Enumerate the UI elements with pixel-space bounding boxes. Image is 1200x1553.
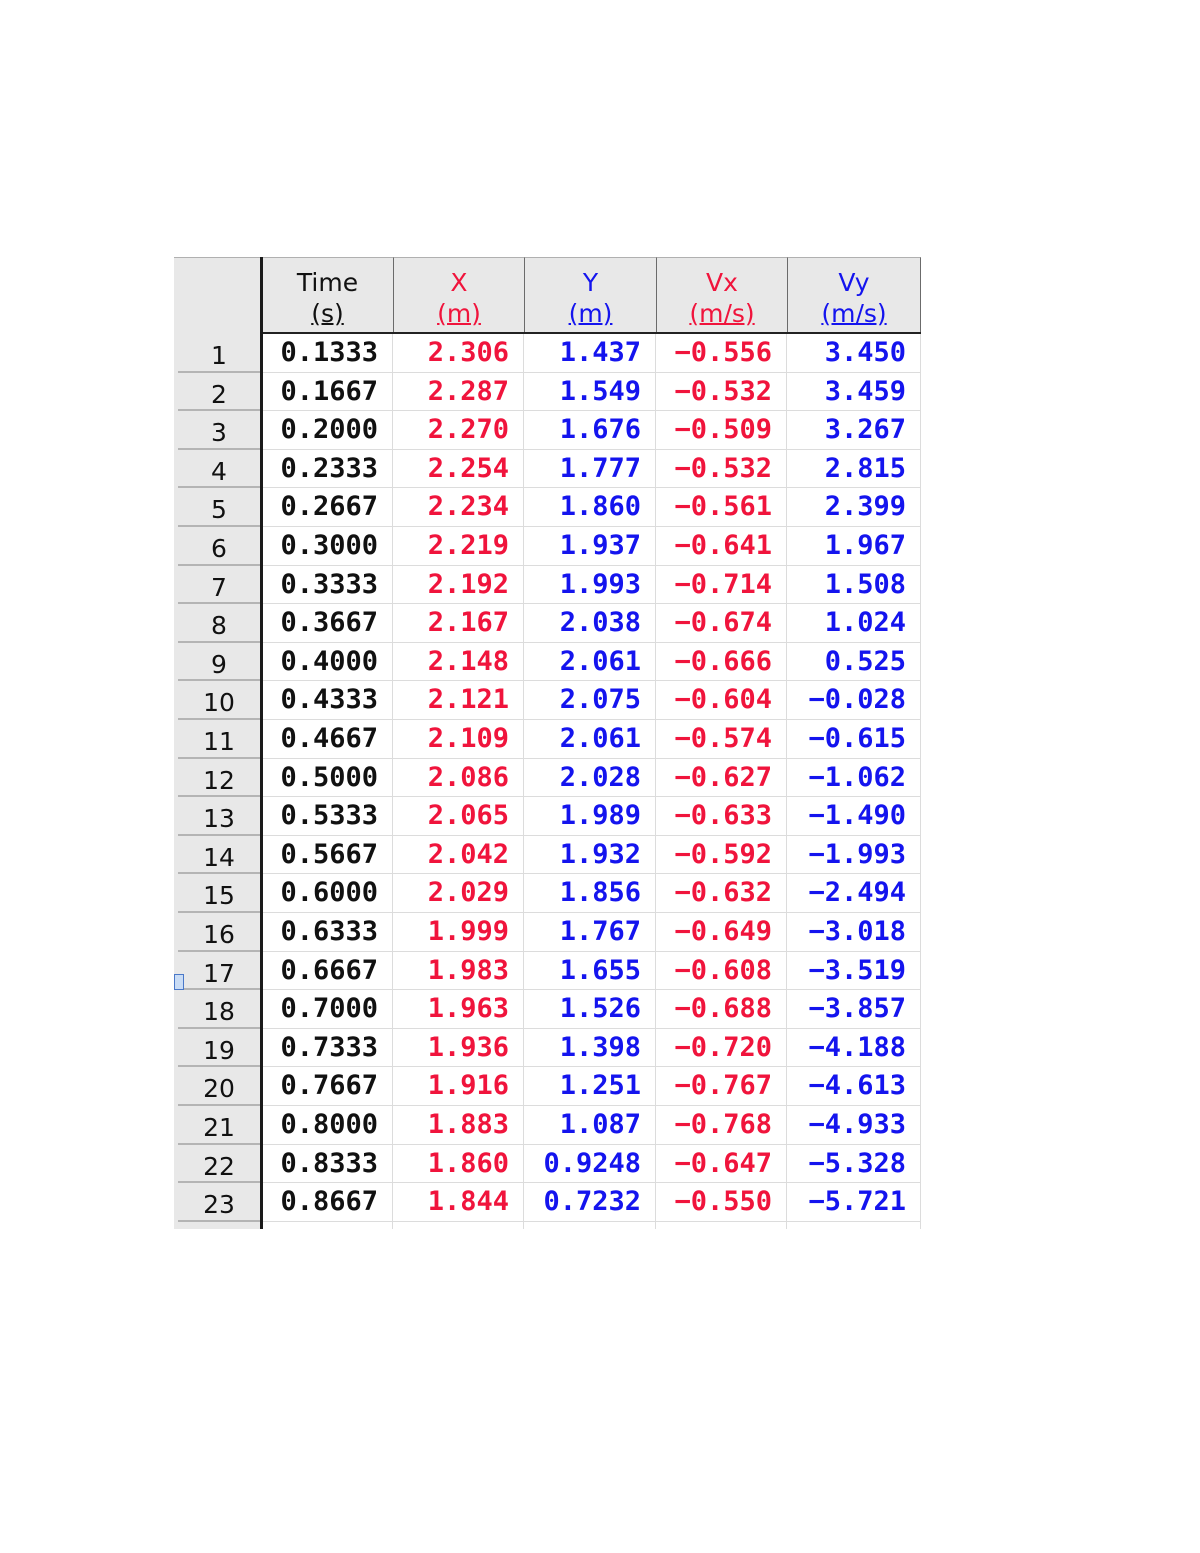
row-header[interactable]: 12 [178,759,260,798]
row-header[interactable]: 17 [178,952,260,991]
table-cell-time[interactable]: 0.8667 [260,1183,393,1222]
row-selection-marker[interactable] [174,974,184,990]
row-header[interactable]: 9 [178,643,260,682]
table-cell-vy[interactable]: −4.933 [787,1106,921,1145]
table-cell-time[interactable]: 0.2333 [260,450,393,489]
table-cell-x[interactable]: 1.983 [393,952,524,991]
table-cell-vx[interactable]: −0.688 [656,990,787,1029]
table-cell-vx[interactable]: −0.592 [656,836,787,875]
table-cell-vx[interactable]: −0.768 [656,1106,787,1145]
column-unit: (m) [568,299,613,328]
table-cell-x[interactable]: 1.916 [393,1067,524,1106]
table-cell-x[interactable]: 1.963 [393,990,524,1029]
data-table [174,257,921,1229]
column-unit: (m/s) [689,299,755,328]
row-header[interactable]: 10 [178,681,260,720]
table-cell-y[interactable]: 1.437 [524,334,656,373]
table-cell-vx[interactable]: −0.574 [656,720,787,759]
table-cell-x[interactable]: 1.844 [393,1183,524,1222]
table-cell-vy[interactable]: −4.613 [787,1067,921,1106]
row-header[interactable]: 19 [178,1029,260,1068]
table-cell-y[interactable]: 0.9248 [524,1145,656,1184]
table-cell-y[interactable]: 1.856 [524,874,656,913]
row-header[interactable]: 3 [178,411,260,450]
column-name: Vy [838,268,870,297]
table-cell-time[interactable]: 0.6667 [260,952,393,991]
table-cell-vx[interactable]: −0.632 [656,874,787,913]
table-cell-time[interactable]: 0.4333 [260,681,393,720]
table-cell-x[interactable]: 2.148 [393,643,524,682]
table-cell-y[interactable]: 2.028 [524,759,656,798]
table-cell-vy[interactable]: −3.857 [787,990,921,1029]
table-cell-y[interactable]: 1.932 [524,836,656,875]
row-header[interactable]: 6 [178,527,260,566]
table-cell-x[interactable]: 1.860 [393,1145,524,1184]
empty-cell[interactable] [260,1222,393,1229]
table-cell-vy[interactable]: −5.721 [787,1183,921,1222]
table-cell-vx[interactable]: −0.627 [656,759,787,798]
table-cell-vx[interactable]: −0.767 [656,1067,787,1106]
table-cell-x[interactable]: 2.042 [393,836,524,875]
row-header[interactable]: 1 [178,334,260,373]
table-cell-vy[interactable]: 1.024 [787,604,921,643]
table-cell-vy[interactable]: 3.267 [787,411,921,450]
table-cell-time[interactable]: 0.1333 [260,334,393,373]
table-cell-x[interactable]: 2.306 [393,334,524,373]
table-cell-x[interactable]: 2.167 [393,604,524,643]
table-cell-vy[interactable]: −0.615 [787,720,921,759]
row-header[interactable]: 5 [178,488,260,527]
table-cell-x[interactable]: 2.192 [393,566,524,605]
table-cell-vx[interactable]: −0.532 [656,450,787,489]
table-cell-y[interactable]: 1.767 [524,913,656,952]
row-header[interactable]: 7 [178,566,260,605]
table-cell-vy[interactable]: 2.815 [787,450,921,489]
table-cell-vy[interactable]: 1.967 [787,527,921,566]
column-name: Time [296,268,359,297]
table-cell-vy[interactable]: −5.328 [787,1145,921,1184]
table-cell-x[interactable]: 2.086 [393,759,524,798]
empty-cell[interactable] [524,1222,656,1229]
table-cell-y[interactable]: 1.989 [524,797,656,836]
empty-cell[interactable] [393,1222,524,1229]
column-name: Y [582,268,599,297]
table-cell-time[interactable]: 0.3333 [260,566,393,605]
table-cell-vy[interactable]: −3.018 [787,913,921,952]
row-header[interactable]: 16 [178,913,260,952]
table-cell-y[interactable]: 1.251 [524,1067,656,1106]
column-header-y[interactable] [524,257,656,334]
table-cell-vy[interactable]: −3.519 [787,952,921,991]
row-header-column [174,334,260,1229]
table-cell-vy[interactable]: −1.062 [787,759,921,798]
table-cell-x[interactable]: 2.234 [393,488,524,527]
table-cell-y[interactable]: 1.398 [524,1029,656,1068]
table-cell-x[interactable]: 2.121 [393,681,524,720]
table-cell-vy[interactable]: 3.450 [787,334,921,373]
table-cell-vx[interactable]: −0.608 [656,952,787,991]
table-cell-time[interactable]: 0.7333 [260,1029,393,1068]
table-cell-time[interactable]: 0.5667 [260,836,393,875]
column-unit: (m/s) [821,299,887,328]
table-cell-time[interactable]: 0.8333 [260,1145,393,1184]
column-header-time[interactable] [260,257,393,334]
table-cell-x[interactable]: 2.065 [393,797,524,836]
table-cell-vy[interactable]: −1.993 [787,836,921,875]
table-cell-time[interactable]: 0.2667 [260,488,393,527]
table-cell-time[interactable]: 0.6000 [260,874,393,913]
table-cell-y[interactable]: 1.860 [524,488,656,527]
table-cell-vx[interactable]: −0.550 [656,1183,787,1222]
table-cell-x[interactable]: 2.287 [393,373,524,412]
column-name: Vx [706,268,738,297]
column-unit: (m) [437,299,481,328]
table-cell-x[interactable]: 1.883 [393,1106,524,1145]
table-cell-y[interactable]: 0.7232 [524,1183,656,1222]
row-header[interactable]: 15 [178,874,260,913]
empty-cell[interactable] [656,1222,787,1229]
row-header[interactable]: 8 [178,604,260,643]
table-cell-x[interactable]: 2.219 [393,527,524,566]
row-header[interactable]: 21 [178,1106,260,1145]
table-cell-vx[interactable]: −0.633 [656,797,787,836]
header-divider [260,332,921,334]
table-cell-y[interactable]: 1.526 [524,990,656,1029]
table-cell-vx[interactable]: −0.561 [656,488,787,527]
table-cell-time[interactable]: 0.7667 [260,1067,393,1106]
table-cell-time[interactable]: 0.8000 [260,1106,393,1145]
table-cell-vx[interactable]: −0.649 [656,913,787,952]
table-cell-y[interactable]: 1.993 [524,566,656,605]
table-cell-vx[interactable]: −0.509 [656,411,787,450]
row-header[interactable]: 22 [178,1145,260,1184]
table-cell-time[interactable]: 0.6333 [260,913,393,952]
table-cell-vx[interactable]: −0.556 [656,334,787,373]
table-cell-y[interactable]: 2.038 [524,604,656,643]
row-header[interactable]: 2 [178,373,260,412]
table-cell-vx[interactable]: −0.641 [656,527,787,566]
table-cell-y[interactable]: 1.937 [524,527,656,566]
table-cell-time[interactable]: 0.3667 [260,604,393,643]
table-cell-y[interactable]: 2.061 [524,643,656,682]
table-cell-vy[interactable]: 2.399 [787,488,921,527]
table-cell-time[interactable]: 0.4667 [260,720,393,759]
table-cell-x[interactable]: 2.270 [393,411,524,450]
row-header[interactable]: 20 [178,1067,260,1106]
row-header[interactable]: 11 [178,720,260,759]
table-cell-y[interactable]: 1.777 [524,450,656,489]
corner-cell[interactable] [174,257,260,334]
table-cell-vx[interactable]: −0.532 [656,373,787,412]
table-cell-vy[interactable]: −2.494 [787,874,921,913]
column-header-vx[interactable] [656,257,787,334]
table-cell-time[interactable]: 0.2000 [260,411,393,450]
table-cell-vy[interactable]: 1.508 [787,566,921,605]
table-cell-vx[interactable]: −0.666 [656,643,787,682]
table-cell-x[interactable]: 1.999 [393,913,524,952]
table-cell-x[interactable]: 2.254 [393,450,524,489]
table-cell-x[interactable]: 2.029 [393,874,524,913]
table-cell-vx[interactable]: −0.720 [656,1029,787,1068]
table-cell-vy[interactable]: 3.459 [787,373,921,412]
table-cell-y[interactable]: 1.655 [524,952,656,991]
table-cell-vy[interactable]: −0.028 [787,681,921,720]
table-cell-time[interactable]: 0.3000 [260,527,393,566]
table-cell-vy[interactable]: −4.188 [787,1029,921,1068]
table-cell-y[interactable]: 1.676 [524,411,656,450]
header-row [174,257,921,334]
table-cell-x[interactable]: 2.109 [393,720,524,759]
table-cell-vx[interactable]: −0.604 [656,681,787,720]
table-cell-time[interactable]: 0.7000 [260,990,393,1029]
table-cell-y[interactable]: 1.549 [524,373,656,412]
row-header-divider [260,257,263,1229]
table-cell-time[interactable]: 0.5000 [260,759,393,798]
row-header[interactable]: 4 [178,450,260,489]
table-cell-vx[interactable]: −0.674 [656,604,787,643]
table-cell-vx[interactable]: −0.714 [656,566,787,605]
column-name: X [450,268,468,297]
row-header[interactable]: 18 [178,990,260,1029]
table-cell-y[interactable]: 1.087 [524,1106,656,1145]
empty-cell[interactable] [787,1222,921,1229]
table-cell-time[interactable]: 0.4000 [260,643,393,682]
table-cell-y[interactable]: 2.061 [524,720,656,759]
table-cell-y[interactable]: 2.075 [524,681,656,720]
column-unit: (s) [311,299,344,328]
row-header[interactable]: 13 [178,797,260,836]
column-header-vy[interactable] [787,257,921,334]
row-header[interactable]: 23 [178,1183,260,1222]
table-cell-vy[interactable]: 0.525 [787,643,921,682]
row-header[interactable]: 14 [178,836,260,875]
table-cell-time[interactable]: 0.1667 [260,373,393,412]
column-header-x[interactable] [393,257,524,334]
table-cell-time[interactable]: 0.5333 [260,797,393,836]
table-cell-vy[interactable]: −1.490 [787,797,921,836]
table-cell-vx[interactable]: −0.647 [656,1145,787,1184]
table-cell-x[interactable]: 1.936 [393,1029,524,1068]
